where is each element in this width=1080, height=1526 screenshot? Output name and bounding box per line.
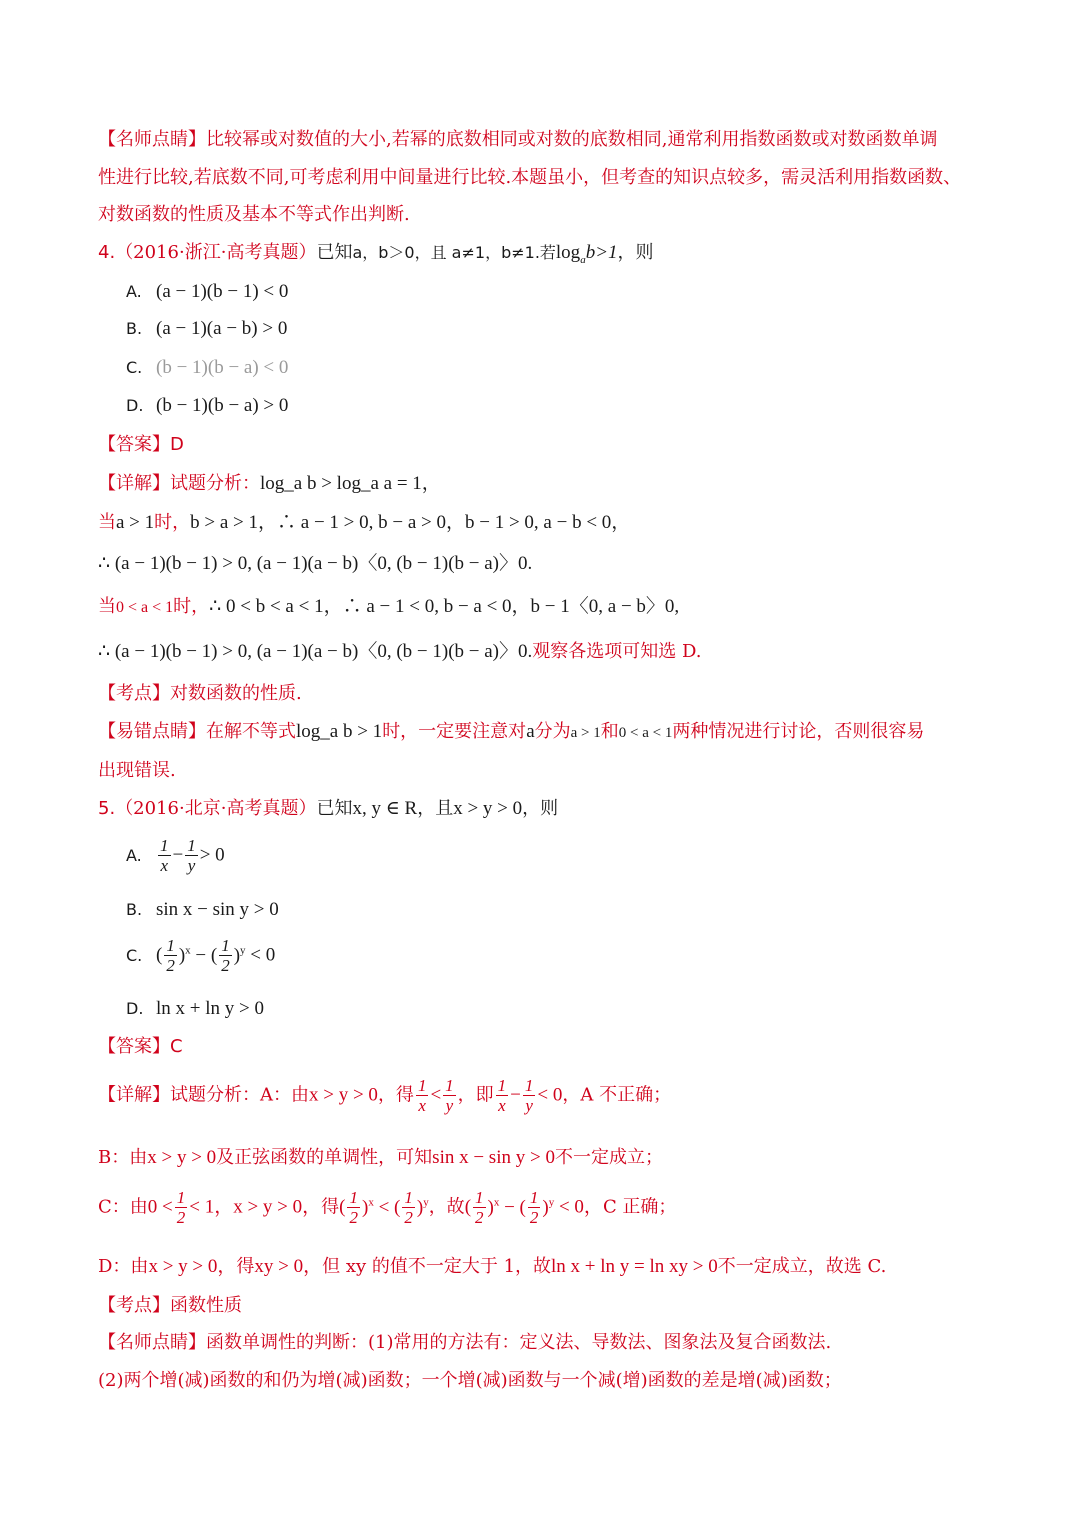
- stem-text: 已知: [316, 242, 353, 263]
- error-tip-line-1: 【易错点睛】在解不等式log_a b > 1时，一定要注意对a分为a > 1和0 < a < 1两种情况进行讨论，否则很容易: [98, 721, 925, 742]
- tip-text: 比较幂或对数值的大小,若幂的底数相同或对数的底数相同,通常利用指数函数或对数函数单调: [206, 129, 938, 150]
- q5-answer-line: 【答案】C: [98, 1036, 183, 1057]
- option-d: D. (b − 1)(b − a) > 0: [126, 395, 289, 416]
- q5-option-c: C. ( $\frac{1}{2}$ )$^x$ − ( $\frac{1}{2}$ )$^y$ < 0: [126, 936, 276, 975]
- q5-option-a: A. $\frac{1}{x}$ − $\frac{1}{y}$ > 0: [126, 836, 225, 875]
- q5-detail-b: B：由x > y > 0及正弦函数的单调性，可知sin x − sin y > 0不一定成立；: [98, 1147, 663, 1168]
- answer-line: 【答案】D: [98, 434, 184, 455]
- q5-option-b: B. sin x − sin y > 0: [126, 899, 279, 920]
- detail-case-2: 当0 < a < 1时，∴ 0 < b < a < 1，∴ a − 1 < 0, b − a < 0，b − 1〈0, a − b〉0,: [98, 596, 680, 617]
- answer-value: D: [170, 434, 184, 455]
- option-b: B. (a − 1)(a − b) > 0: [126, 318, 288, 339]
- q5-detail-c: C：由0 < $\frac{1}{2}$ < 1，x > y > 0，得( $\frac{1}{2}$ )$^x$ < ( $\frac{1}{2}$ )$^y$，故( $\frac{1}{2}$ )$^x$ − ( $\frac{1}{2}$ )$^y$ < 0，C 正确；: [98, 1188, 677, 1227]
- stem-text: a，b＞0，且 a≠1，b≠1.若: [352, 243, 556, 262]
- detail-line: 【详解】试题分析：log_a b > log_a a = 1，: [98, 473, 441, 494]
- q5-option-d: D. ln x + ln y > 0: [126, 998, 264, 1019]
- q5-tip-line-2: (2)两个增(减)函数的和仍为增(减)函数；一个增(减)函数与一个减(增)函数的差是增(减)函数；: [98, 1370, 842, 1391]
- tip-line-1: [98, 128, 937, 152]
- detail-case-1: 当a > 1时，b > a > 1，∴ a − 1 > 0, b − a > 0，b − 1 > 0, a − b < 0，: [98, 512, 631, 533]
- detail-conclusion-1: ∴ (a − 1)(b − 1) > 0, (a − 1)(a − b)〈0, (b − 1)(b − a)〉0.: [98, 553, 533, 574]
- stem-text: ，则: [617, 242, 654, 263]
- tip-tag: 【名师点睛】: [98, 129, 206, 150]
- detail-conclusion-2: ∴ (a − 1)(b − 1) > 0, (a − 1)(a − b)〈0, (b − 1)(b − a)〉0.观察各选项可知选 D.: [98, 641, 702, 662]
- option-c: C. (b − 1)(b − a) < 0: [126, 357, 289, 378]
- point-line: 【考点】对数函数的性质.: [98, 683, 302, 704]
- question-number: 4.: [98, 242, 116, 263]
- q5-detail-d: D：由x > y > 0，得xy > 0，但 xy 的值不一定大于 1，故ln x + ln y = ln xy > 0不一定成立，故选 C.: [98, 1256, 887, 1277]
- tip-line-2: 性进行比较,若底数不同,可考虑利用中间量进行比较.本题虽小，但考查的知识点较多，需灵活利用指数函数、: [98, 167, 962, 188]
- stem-math: $\log_ab>1$: [555, 242, 618, 266]
- q5-point-line: 【考点】函数性质: [98, 1295, 242, 1316]
- question-5-stem: 5.（2016·北京·高考真题）已知x, y ∈ R，且x > y > 0，则: [98, 798, 559, 819]
- q5-detail-a: 【详解】试题分析：A：由x > y > 0，得 $\frac{1}{x}$ < $\frac{1}{y}$ ，即 $\frac{1}{x}$ − $\frac{1}{y}$ < 0，A 不正确；: [98, 1076, 672, 1115]
- option-a: A. (a − 1)(b − 1) < 0: [126, 281, 289, 302]
- tip-line-3: 对数函数的性质及基本不等式作出判断.: [98, 204, 410, 225]
- question-4-stem: [98, 241, 654, 272]
- q5-tip-line-1: 【名师点睛】函数单调性的判断：(1)常用的方法有：定义法、导数法、图象法及复合函数法.: [98, 1332, 832, 1353]
- error-tip-line-2: 出现错误.: [98, 760, 176, 781]
- question-source: （2016·浙江·高考真题）: [115, 242, 317, 263]
